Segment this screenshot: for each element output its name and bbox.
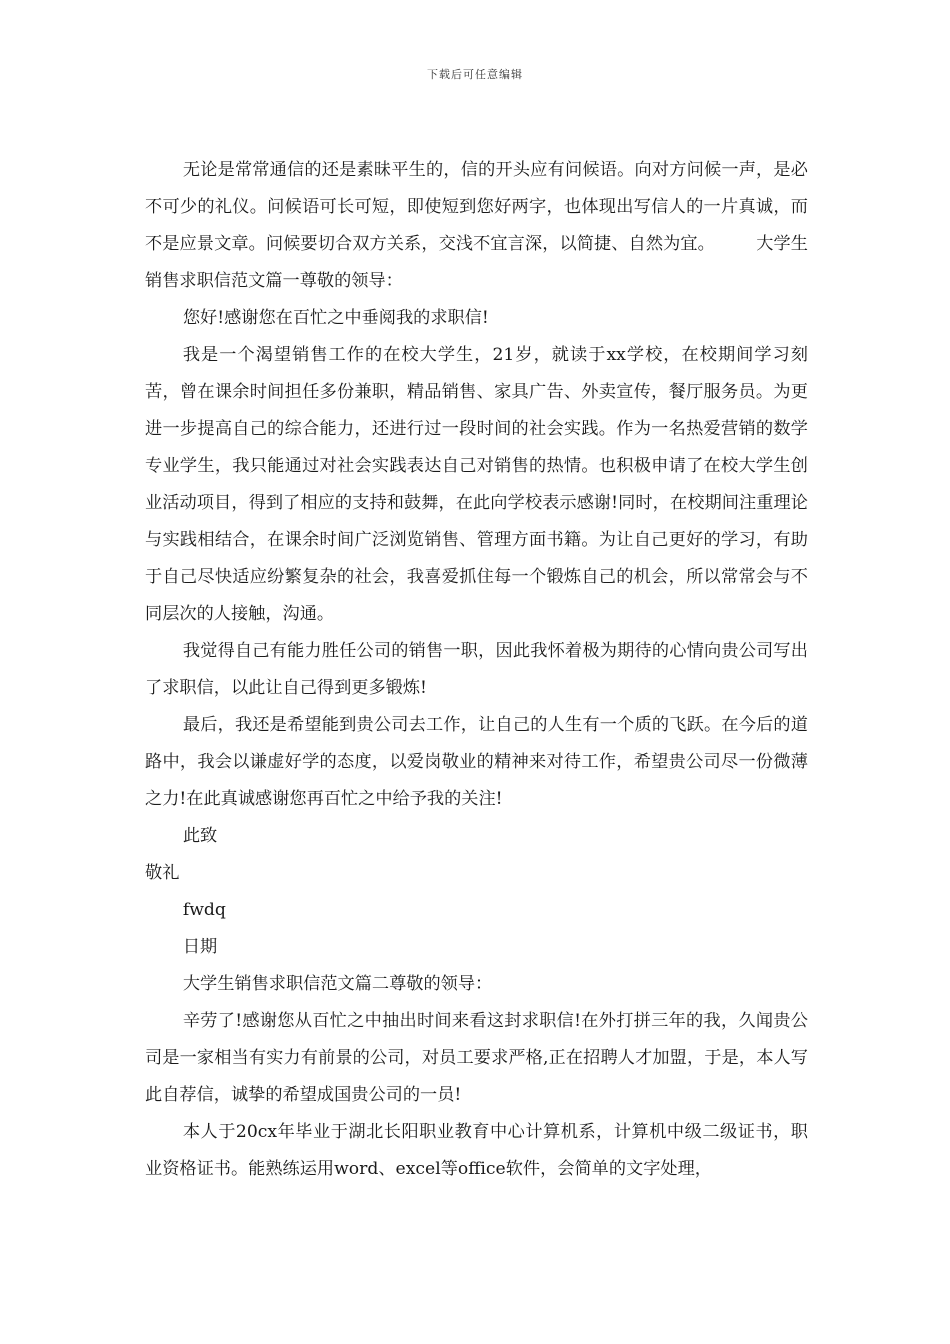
closing-jingli: 敬礼 (145, 863, 180, 883)
paragraph-closing-hope: 最后，我还是希望能到贵公司去工作，让自己的人生有一个质的飞跃。在今后的道路中，我会以谦虚好学的态度，以爱岗敬业的精神来对待工作，希望贵公司尽一份微薄之力!在此真诚感谢您再百忙之中给予我的关注! (145, 715, 808, 809)
paragraph-letter-two-opening: 辛劳了!感谢您从百忙之中抽出时间来看这封求职信!在外打拼三年的我，久闻贵公司是一家相当有实力有前景的公司，对员工要求严格,正在招聘人才加盟，于是，本人写此自荐信，诚挚的希望成国贵公司的一员! (145, 1011, 808, 1105)
paragraph-self-introduction: 我是一个渴望销售工作的在校大学生，21岁，就读于xx学校，在校期间学习刻苦，曾在课余时间担任多份兼职，精品销售、家具广告、外卖宣传，餐厅服务员。为更进一步提高自己的综合能力，还进行过一段时间的社会实践。作为一名热爱营销的数学专业学生，我只能通过对社会实践表达自己对销售的热情。也积极申请了在校大学生创业活动项目，得到了相应的支持和鼓舞，在此向学校表示感谢!同时，在校期间注重理论与实践相结合，在课余时间广泛浏览销售、管理方面书籍。为让自己更好的学习，有助于自己尽快适应纷繁复杂的社会，我喜爱抓住每一个锻炼自己的机会，所以常常会与不同层次的人接触，沟通。 (145, 345, 808, 624)
paragraph-greeting-advice (145, 152, 808, 300)
letter-one-title: 大学生销售求职信范文篇一尊敬的领导： (145, 234, 808, 291)
page-header-note: 下载后可任意编辑 (427, 68, 523, 81)
letter-two-title: 大学生销售求职信范文篇二尊敬的领导： (182, 974, 493, 994)
paragraph-salutation: 您好!感谢您在百忙之中垂阅我的求职信! (182, 308, 489, 328)
signature-date: 日期 (182, 937, 218, 957)
greeting-advice-text: 无论是常常通信的还是素昧平生的，信的开头应有问候语。向对方问候一声，是必不可少的礼仪。问候语可长可短，即使短到您好两字，也体现出写信人的一片真诚，而不是应景文章。问候要切合双方关系，交浅不宜言深，以简捷、自然为宜。 (145, 160, 808, 254)
paragraph-competence: 我觉得自己有能力胜任公司的销售一职，因此我怀着极为期待的心情向贵公司写出了求职信，以此让自己得到更多锻炼! (145, 641, 808, 698)
document-body (145, 152, 808, 1188)
signature-name: fwdq (182, 900, 226, 920)
paragraph-letter-two-background: 本人于20cx年毕业于湖北长阳职业教育中心计算机系，计算机中级二级证书，职业资格证书。能熟练运用word、excel等office软件，会简单的文字处理， (145, 1122, 808, 1179)
closing-cizhi: 此致 (182, 826, 218, 846)
